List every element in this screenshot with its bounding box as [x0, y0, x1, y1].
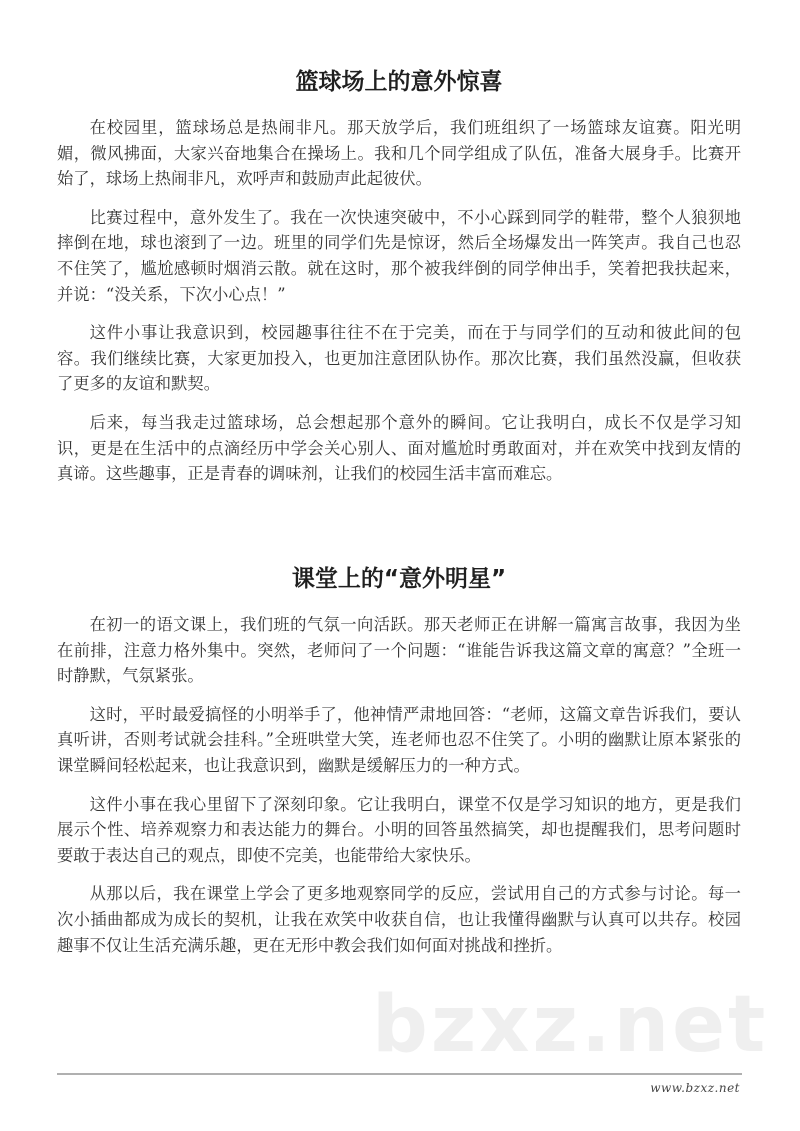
section-title: 篮球场上的意外惊喜	[295, 69, 503, 95]
paragraph: 后来，每当我走过篮球场，总会想起那个意外的瞬间。它让我明白，成长不仅是学习知识，更是在生活中的点滴经历中学会关心别人、面对尴尬时勇敢面对，并在欢笑中找到友情的真谛。这些趣事，正是青春的调味剂，让我们的校园生活丰富而难忘。	[57, 412, 741, 484]
paragraph: 在初一的语文课上，我们班的气氛一向活跃。那天老师正在讲解一篇寓言故事，我因为坐在前排，注意力格外集中。突然，老师问了一个问题：“谁能告诉我这篇文章的寓意？”全班一时静默，气氛紧张。	[57, 615, 741, 686]
paragraph: 这件小事在我心里留下了深刻印象。它让我明白，课堂不仅是学习知识的地方，更是我们展示个性、培养观察力和表达能力的舞台。小明的回答虽然搞笑，却也提醒我们，思考问题时要敢于表达自己的观点，即使不完美，也能带给大家快乐。	[57, 794, 741, 865]
paragraph: 比赛过程中，意外发生了。我在一次快速突破中，不小心踩到同学的鞋带，整个人狼狈地摔倒在地，球也滚到了一边。班里的同学们先是惊讶，然后全场爆发出一阵笑声。我自己也忍不住笑了，尴尬感顿时烟消云散。就在这时，那个被我绊倒的同学伸出手，笑着把我扶起来，并说：“没关系，下次小心点！”	[57, 207, 741, 304]
paragraph: 从那以后，我在课堂上学会了更多地观察同学的反应，尝试用自己的方式参与讨论。每一次小插曲都成为成长的契机，让我在欢笑中收获自信，也让我懂得幽默与认真可以共存。校园趣事不仅让生活充满乐趣，更在无形中教会我们如何面对挑战和挫折。	[57, 884, 741, 955]
section-title: 课堂上的“意外明星”	[291, 566, 507, 592]
paragraph: 这时，平时最爱搞怪的小明举手了，他神情严肃地回答：“老师，这篇文章告诉我们，要认真听讲，否则考试就会挂科。”全班哄堂大笑，连老师也忍不住笑了。小明的幽默让原本紧张的课堂瞬间轻松起来，也让我意识到，幽默是缓解压力的一种方式。	[57, 704, 741, 775]
footer-url: www.bzxz.net	[650, 1081, 740, 1095]
footer-divider	[57, 1073, 742, 1075]
paragraph: 在校园里，篮球场总是热闹非凡。那天放学后，我们班组织了一场篮球友谊赛。阳光明媚，微风拂面，大家兴奋地集合在操场上。我和几个同学组成了队伍，准备大展身手。比赛开始了，球场上热闹非凡，欢呼声和鼓励声此起彼伏。	[57, 118, 741, 189]
watermark-text: bzxz.net	[372, 980, 769, 1070]
paragraph: 这件小事让我意识到，校园趣事往往不在于完美，而在于与同学们的互动和彼此间的包容。我们继续比赛，大家更加投入，也更加注意团队协作。那次比赛，我们虽然没赢，但收获了更多的友谊和默契。	[57, 323, 741, 394]
section-body	[57, 115, 741, 500]
section-body	[57, 612, 741, 971]
